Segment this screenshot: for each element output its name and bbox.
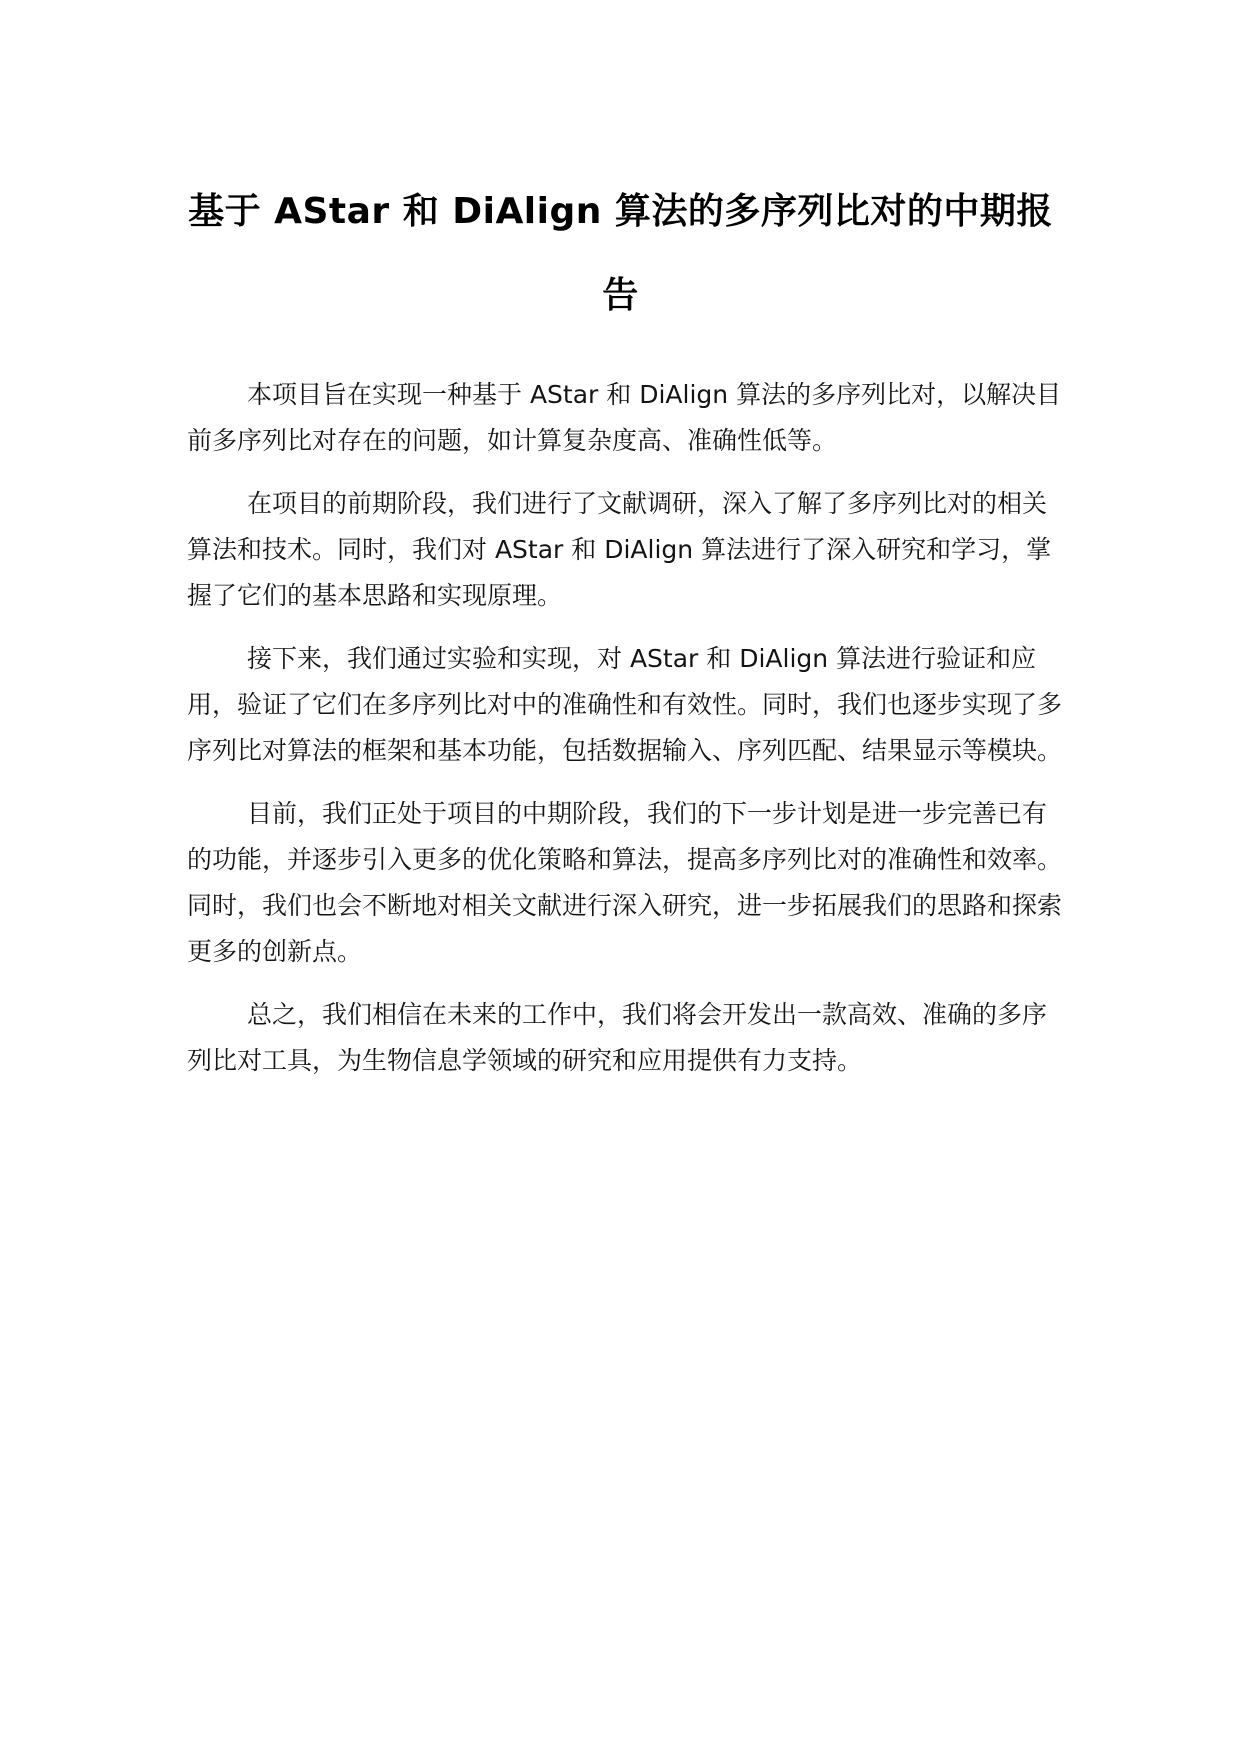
document-title: 基于 AStar 和 DiAlign 算法的多序列比对的中期报告	[188, 191, 1053, 316]
document-body	[187, 372, 1067, 1101]
paragraph-intro: 本项目旨在实现一种基于 AStar 和 DiAlign 算法的多序列比对，以解决目前多序列比对存在的问题，如计算复杂度高、准确性低等。	[187, 380, 1062, 455]
paragraph-current-stage: 目前，我们正处于项目的中期阶段，我们的下一步计划是进一步完善已有的功能，并逐步引入更多的优化策略和算法，提高多序列比对的准确性和效率。同时，我们也会不断地对相关文献进行深入研究，进一步拓展我们的思路和探索更多的创新点。	[187, 799, 1063, 966]
paragraph-conclusion: 总之，我们相信在未来的工作中，我们将会开发出一款高效、准确的多序列比对工具，为生物信息学领域的研究和应用提供有力支持。	[187, 1000, 1048, 1075]
paragraph-early-stage: 在项目的前期阶段，我们进行了文献调研，深入了解了多序列比对的相关算法和技术。同时，我们对 AStar 和 DiAlign 算法进行了深入研究和学习，掌握了它们的基本思路和实现原理。	[187, 489, 1052, 610]
paragraph-implementation: 接下来，我们通过实验和实现，对 AStar 和 DiAlign 算法进行验证和应用，验证了它们在多序列比对中的准确性和有效性。同时，我们也逐步实现了多序列比对算法的框架和基本功能，包括数据输入、序列匹配、结果显示等模块。	[187, 644, 1063, 765]
